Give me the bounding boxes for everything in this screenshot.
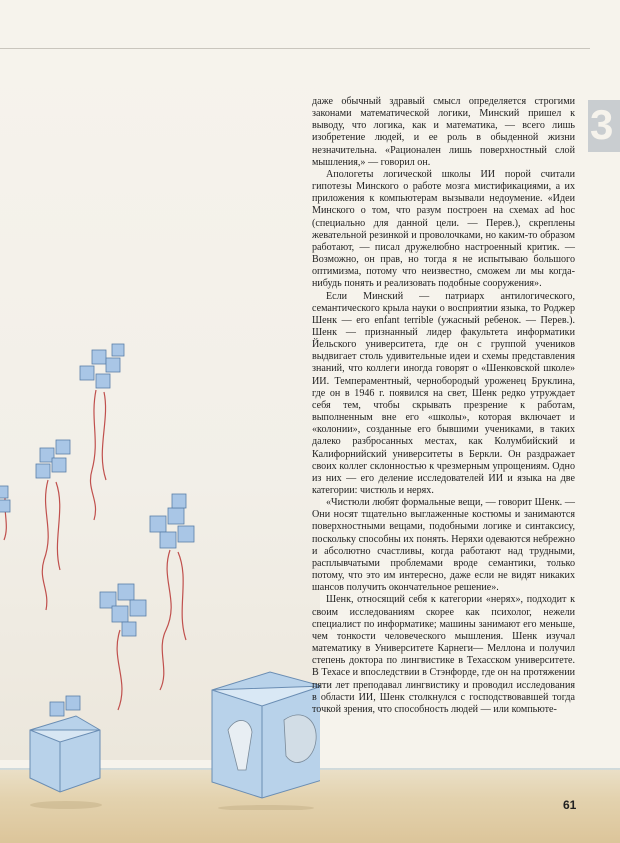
cube-cluster-1 xyxy=(80,344,124,388)
paragraph: «Чистюли любят формальные вещи, — говорит Шенк. — Они носят тщательно выглаженные костюмы и занимаются поверхностными вещами, подобными логике и синтаксису, поскольку способны их понять. Неряхи одеваются небрежно и абсолютно счастливы, когда работают над трудными, расплывчатыми проблемами вроде семантики, только потому, что это им интересно, даже если не видят никаких шансов получить окончательное решение». xyxy=(312,497,575,594)
ground-cube-animals xyxy=(212,672,320,798)
paragraph: Если Минский — патриарх антилогического, семантического крыла науки о восприятии языка, то Роджер Шенк — его enfant terrible (ужасный ребенок. — Перев.). Шенк — признанный лидер факультета информатики Йельского университета, где он с группой учеников выдвигает столь удивительные идеи и схемы представления знаний, что коллеги иногда говорят о «Шенковской школе» ИИ. Темпераментный, чернобородый уроженец Бруклина, где он в 1946 г. появился на свет, Шенк редко утруждает себя тем, чтобы скрывать презрение к работам, выполненным вне его «школы», которая включает и «колонии», созданные его бывшими учениками, в таких далеко разбросанных местах, как Колумбийский и Калифорнийский университеты в Беркли. Он раздражает своих коллег склонностью к чрезмерным упрощениям. Одно из них — его деление исследователей ИИ и языка на две категории: чистюль и нерях. xyxy=(312,290,575,496)
paragraph: Шенк, относящий себя к категории «нерях», подходит к своим исследованиям скорее как психолог, нежели специалист по информатике; машины занимают его меньше, чем тонкости человеческого мышления. Шенк изучал математику в Университете Карнеги— Меллона и получил степень доктора по лингвистике в Техасском университете. В Техасе и впоследствии в Стэнфорде, где он на протяжении пяти лет преподавал лингвистику и проводил исследования в области ИИ, Шенк столкнулся с господствовавшей тогда точкой зрения, что способность людей — или компьюте- xyxy=(312,594,575,715)
cube-cluster-4 xyxy=(100,584,146,636)
paragraph: Апологеты логической школы ИИ порой считали гипотезы Минского о работе мозга мистификациями, а их приложения к компьютерам вызывали недоумение. «Идеи Минского о том, что разум построен на схемах ad hoc (специально для данной цели. — Перев.), скреплены жевательной резинкой и проволочками, но каким-то образом работают, — писал дружелюбно настроенный критик. — Возможно, он прав, но тогда я не испытываю большого оптимизма, потому что неизвестно, сможем ли мы когда-нибудь понять и реализовать подобные сооружения». xyxy=(312,168,575,290)
paragraph: даже обычный здравый смысл определяется строгими законами математической логики, Минский пришел к выводу, что логика, как и математика, — всего лишь изобретение людей, и ее роль в обыденной жизни незначительна. «Рационален лишь поверхностный слой мышления,» — говорил он. xyxy=(312,96,575,168)
cube-cluster-2 xyxy=(36,440,70,478)
page-number: 61 xyxy=(563,798,577,812)
chapter-tab xyxy=(588,100,620,152)
kite-strings xyxy=(4,390,186,710)
header-rule xyxy=(0,48,590,49)
cube-shadows xyxy=(30,801,314,810)
chapter-number: 3 xyxy=(590,101,614,148)
ground-cube-left xyxy=(30,696,100,792)
cube-cluster-3 xyxy=(150,494,194,548)
illustration-flying-cubes xyxy=(0,330,320,810)
article-text xyxy=(312,96,575,716)
